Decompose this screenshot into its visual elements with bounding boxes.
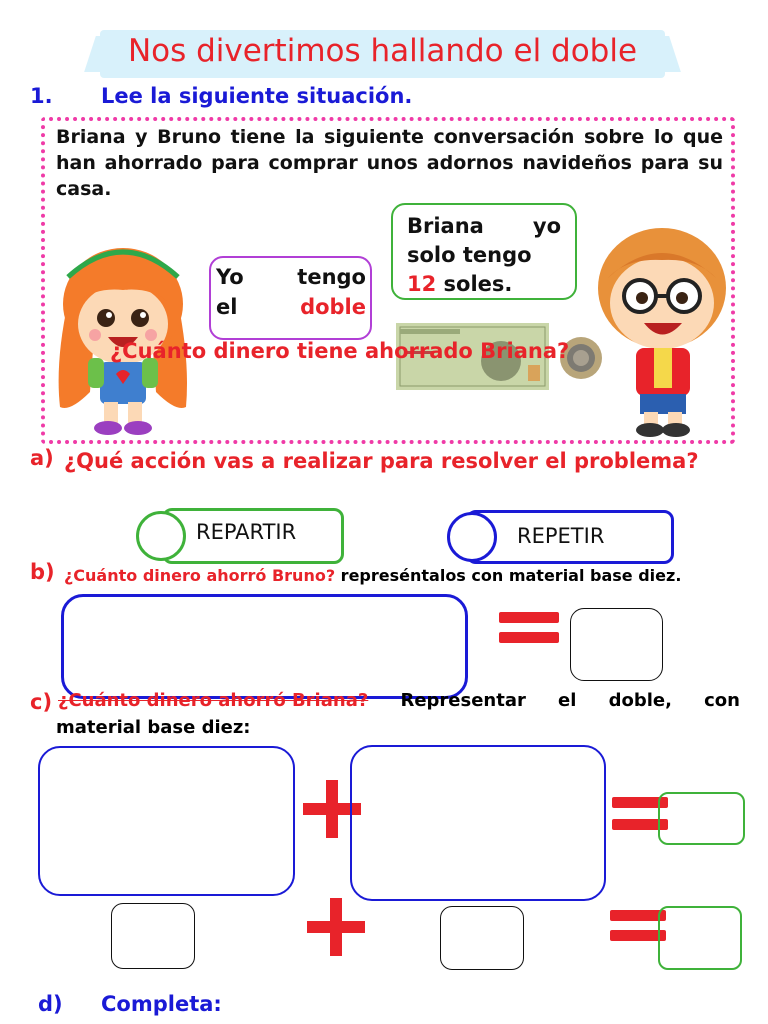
bruno-speech-line-2: solo tengo bbox=[407, 243, 532, 267]
option-repartir-label: REPARTIR bbox=[196, 520, 297, 544]
section-d-letter: d) bbox=[38, 992, 63, 1016]
section-a-letter: a) bbox=[30, 446, 54, 470]
answer-box-sum-bottom[interactable] bbox=[658, 906, 742, 970]
answer-box-base-ten-left[interactable] bbox=[38, 746, 295, 896]
bruno-amount: 12 bbox=[407, 272, 437, 296]
bruno-word-briana: Briana bbox=[407, 214, 484, 238]
section-1-heading: Lee la siguiente situación. bbox=[101, 84, 413, 108]
section-1-number: 1. bbox=[30, 84, 53, 108]
section-c-word: doble, bbox=[608, 690, 672, 711]
answer-box-total[interactable] bbox=[570, 608, 663, 681]
story-question: ¿Cuánto dinero tiene ahorrado Briana? bbox=[110, 339, 570, 363]
bruno-word-yo: yo bbox=[532, 214, 561, 238]
equals-sign bbox=[499, 612, 559, 643]
bruno-speech-line-1 bbox=[407, 211, 561, 241]
briana-speech-line-1 bbox=[216, 262, 366, 292]
section-c-word: con bbox=[704, 690, 740, 711]
plus-sign bbox=[307, 898, 365, 956]
answer-box-sum-top[interactable] bbox=[658, 792, 745, 845]
page-title: Nos divertimos hallando el doble bbox=[127, 33, 638, 69]
option-repetir-label: REPETIR bbox=[517, 524, 605, 548]
section-a-question: ¿Qué acción vas a realizar para resolver el problema? bbox=[64, 449, 699, 473]
briana-word-tengo: tengo bbox=[297, 265, 366, 289]
section-d-label: Completa: bbox=[101, 992, 222, 1016]
option-repartir-checkbox[interactable] bbox=[136, 511, 186, 561]
briana-speech-line-2 bbox=[216, 292, 366, 322]
option-repetir-checkbox[interactable] bbox=[447, 512, 497, 562]
section-c-letter: c) bbox=[30, 690, 53, 714]
briana-word-doble: doble bbox=[300, 295, 366, 319]
section-b-letter: b) bbox=[30, 560, 55, 584]
section-c-word: el bbox=[558, 690, 577, 711]
section-c-word: Representar bbox=[400, 690, 526, 711]
story-paragraph: Briana y Bruno tiene la siguiente conversación sobre lo que han ahorrado para comprar unos adornos navideños para su casa. bbox=[56, 126, 723, 200]
section-b-instruction: represéntalos con material base diez. bbox=[335, 566, 682, 585]
section-c-question bbox=[58, 690, 740, 711]
bruno-soles: soles. bbox=[436, 272, 513, 296]
answer-box-addend-1[interactable] bbox=[111, 903, 195, 969]
section-b-question bbox=[64, 566, 681, 585]
answer-box-base-ten-right[interactable] bbox=[350, 745, 606, 901]
briana-illustration bbox=[50, 232, 196, 440]
section-b-question-red: ¿Cuánto dinero ahorró Bruno? bbox=[64, 566, 336, 585]
bruno-illustration bbox=[588, 208, 736, 440]
answer-box-addend-2[interactable] bbox=[440, 906, 524, 970]
bruno-speech-line-3 bbox=[407, 269, 561, 299]
briana-word-el: el bbox=[216, 295, 238, 319]
briana-word-yo: Yo bbox=[216, 265, 244, 289]
section-c-question-red: ¿Cuánto dinero ahorró Briana? bbox=[58, 690, 369, 711]
answer-box-base-ten[interactable] bbox=[61, 594, 468, 699]
section-c-instruction-line-2: material base diez: bbox=[56, 717, 251, 738]
